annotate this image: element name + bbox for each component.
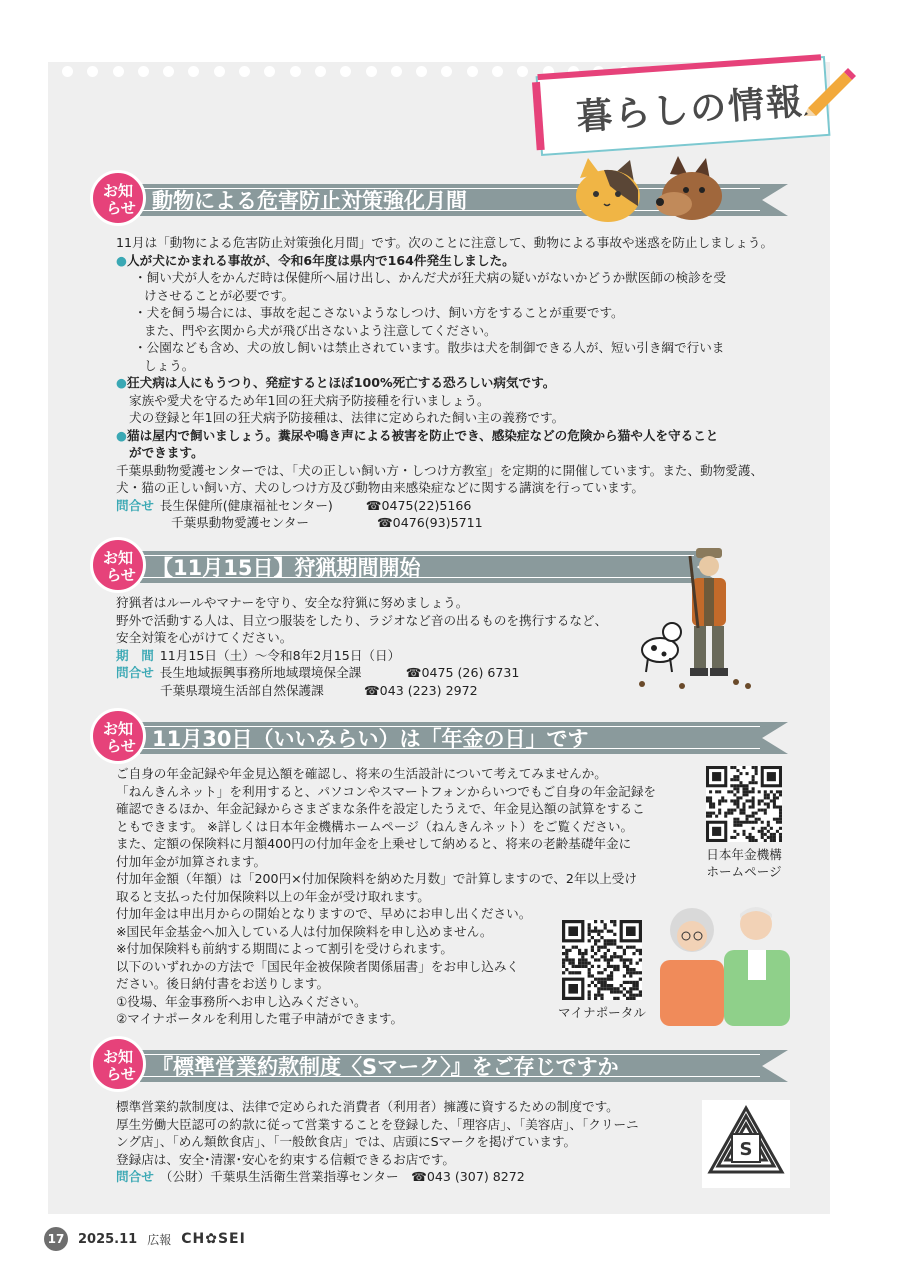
section-title: 『標準営業約款制度〈Sマーク〉』をご存じですか bbox=[152, 1055, 619, 1079]
text-line: 付加年金は申出月からの開始となりますので、早めにお申し出ください。 bbox=[116, 906, 532, 921]
hunter-icon bbox=[690, 548, 728, 676]
period-row bbox=[116, 647, 607, 665]
qr-label-line: 日本年金機構 bbox=[706, 847, 782, 862]
text-line: 安全対策を心がけてください。 bbox=[116, 630, 293, 645]
qr-label-nenkin bbox=[694, 846, 794, 880]
text-line: 登録店は、安全･清潔･安心を約束する信頼できるお店です。 bbox=[116, 1151, 456, 1167]
text-line: ださい。後日納付書をお送りします。 bbox=[116, 976, 330, 991]
badge-line-2: らせ bbox=[106, 1065, 136, 1083]
svg-text:S: S bbox=[739, 1139, 753, 1160]
badge-line-2: らせ bbox=[106, 737, 136, 755]
section-header-pension bbox=[90, 708, 790, 758]
badge-line-1: お知 bbox=[102, 549, 133, 567]
contact-name: 長生地域振興事務所地域環境保全課 bbox=[159, 665, 362, 680]
section-body-animal bbox=[116, 234, 773, 532]
binder-hole bbox=[315, 66, 326, 77]
binder-hole bbox=[264, 66, 275, 77]
bullet-text: 狂犬病は人にもうつり、発症するとほぼ100%死亡する恐ろしい病気です。 bbox=[127, 375, 556, 390]
text-line: 野外で活動する人は、目立つ服装をしたり、ラジオなど音の出るものを携行するなど、 bbox=[116, 612, 608, 628]
contact-name: 長生保健所(健康福祉センター) bbox=[159, 497, 333, 513]
bullet-text: 人が犬にかまれる事故が、令和6年度は県内で164件発生しました。 bbox=[127, 252, 515, 268]
notice-badge bbox=[90, 708, 146, 764]
text-line: 11月は「動物による危害防止対策強化月間」です。次のことに注意して、動物による事故や迷惑を防止しましょう。 bbox=[116, 235, 774, 250]
page-footer bbox=[44, 1226, 246, 1252]
notice-badge bbox=[90, 170, 146, 226]
binder-hole bbox=[239, 66, 250, 77]
contact-tel: ☎0475 (26) 6731 bbox=[405, 665, 520, 680]
text-line: ング店」、「めん類飲食店」、「一般飲食店」では、店頭にSマークを掲げています。 bbox=[116, 1134, 577, 1149]
qr-code-nenkin[interactable] bbox=[706, 766, 782, 842]
text-line: 千葉県動物愛護センターでは、「犬の正しい飼い方・しつけ方教室」を定期的に開催しています。また、動物愛護、 bbox=[116, 462, 764, 478]
binder-hole bbox=[517, 66, 528, 77]
contact-row bbox=[116, 682, 607, 700]
qr-label-mynaportal: マイナポータル bbox=[558, 1005, 646, 1020]
badge-line-2: らせ bbox=[106, 566, 136, 584]
section-title: 動物による危害防止対策強化月間 bbox=[152, 189, 467, 213]
binder-hole bbox=[138, 66, 149, 77]
contact-label: 問合せ bbox=[116, 1169, 154, 1184]
qr-code-mynaportal[interactable] bbox=[562, 920, 642, 1000]
badge-line-1: お知 bbox=[102, 1048, 133, 1066]
dog-icon bbox=[642, 623, 681, 672]
text-line: 家族や愛犬を守るため年1回の狂犬病予防接種を行いましょう。 bbox=[129, 392, 490, 408]
badge-line-1: お知 bbox=[102, 720, 133, 738]
dog-icon bbox=[656, 156, 722, 220]
hunter-illustration bbox=[632, 546, 756, 692]
text-line: 狩猟者はルールやマナーを守り、安全な狩猟に努めましょう。 bbox=[116, 595, 469, 610]
text-line: ・犬を飼う場合には、事故を起こさないようなしつけ、飼い方をすることが重要です。 bbox=[134, 305, 624, 320]
period-label: 期 間 bbox=[116, 647, 154, 663]
bullet-line: ●狂犬病は人にもうつり、発症するとほぼ100%死亡する恐ろしい病気です。 bbox=[116, 375, 556, 390]
text-line: ※付加保険料も前納する期間によって割引を受けられます。 bbox=[116, 941, 453, 956]
cat-dog-illustration bbox=[574, 156, 730, 222]
qr-label-line: ホームページ bbox=[706, 864, 782, 879]
contact-tel: ☎0476(93)5711 bbox=[377, 515, 483, 530]
text-line: ともできます。 ※詳しくは日本年金機構ホームページ（ねんきんネット）をご覧ください。 bbox=[116, 818, 634, 834]
footer-date: 2025.11 bbox=[78, 1231, 138, 1247]
page-title: 暮らしの情報 bbox=[575, 81, 806, 139]
text-line: また、定額の保険料に月額400円の付加年金を上乗せして納めると、将来の老齢基礎年金に bbox=[116, 836, 632, 851]
section-header-smark bbox=[90, 1036, 790, 1086]
contact-name: 千葉県環境生活部自然保護課 bbox=[160, 682, 324, 698]
binder-hole bbox=[290, 66, 301, 77]
text-line: 標準営業約款制度は、法律で定められた消費者（利用者）擁護に資するための制度です。 bbox=[116, 1099, 619, 1114]
bullet-line: ●人が犬にかまれる事故が、令和6年度は県内で164件発生しました。 bbox=[116, 252, 515, 268]
text-line: 確認できるほか、年金記録からさまざまな条件を設定したうえで、年金見込額の試算をするこ bbox=[116, 801, 645, 816]
binder-hole bbox=[214, 66, 225, 77]
text-line: ・飼い犬が人をかんだ時は保健所へ届け出し、かんだ犬が狂犬病の疑いがないかどうか獣医師の検診を受 bbox=[134, 270, 726, 285]
binder-hole bbox=[340, 66, 351, 77]
binder-hole bbox=[87, 66, 98, 77]
binder-hole bbox=[467, 66, 478, 77]
text-line: 付加年金が加算されます。 bbox=[116, 853, 267, 869]
section-title: 11月30日（いいみらい）は「年金の日」です bbox=[152, 727, 589, 751]
text-line: ご自身の年金記録や年金見込額を確認し、将来の生活設計について考えてみませんか。 bbox=[116, 766, 607, 781]
footer-magazine: 広報 bbox=[147, 1232, 172, 1247]
text-line: けさせることが必要です。 bbox=[144, 287, 295, 303]
bullet-line: ●猫は屋内で飼いましょう。糞尿や鳴き声による被害を防止でき、感染症などの危険から猫や人を守ること bbox=[116, 427, 719, 443]
contact-label: 問合せ bbox=[116, 665, 154, 680]
contact-label: 問合せ bbox=[116, 497, 154, 513]
contact-row bbox=[116, 514, 773, 532]
text-line: 犬・猫の正しい飼い方、犬のしつけ方及び動物由来感染症などに関する講演を行っています。 bbox=[116, 480, 644, 495]
contact-value: （公財）千葉県生活衛生営業指導センター ☎043 (307) 8272 bbox=[159, 1169, 525, 1184]
text-line: また、門や玄関から犬が飛び出さないよう注意してください。 bbox=[144, 322, 497, 338]
badge-line-2: らせ bbox=[106, 199, 136, 217]
binder-hole bbox=[113, 66, 124, 77]
footer-logo: CH✿SEI bbox=[181, 1231, 246, 1247]
text-line: ②マイナポータルを利用した電子申請ができます。 bbox=[116, 1011, 404, 1026]
pencil-icon bbox=[800, 64, 856, 116]
section-body-smark bbox=[116, 1098, 639, 1186]
notice-badge bbox=[90, 1036, 146, 1092]
text-line: 付加年金額（年額）は「200円×付加保険料を納めた月数」で計算しますので、2年以上受け bbox=[116, 871, 637, 886]
notice-badge bbox=[90, 537, 146, 593]
binder-hole bbox=[492, 66, 503, 77]
contact-tel: ☎0475(22)5166 bbox=[365, 497, 472, 513]
bullet-text: 猫は屋内で飼いましょう。糞尿や鳴き声による被害を防止でき、感染症などの危険から猫や人を守ること bbox=[127, 427, 719, 443]
binder-hole bbox=[391, 66, 402, 77]
binder-hole bbox=[62, 66, 73, 77]
contact-row bbox=[116, 664, 607, 682]
contact-tel: ☎043 (223) 2972 bbox=[364, 682, 478, 698]
contact-row bbox=[116, 1168, 639, 1186]
text-line: 犬の登録と年1回の狂犬病予防接種は、法律に定められた飼い主の義務です。 bbox=[129, 410, 565, 425]
badge-line-1: お知 bbox=[102, 182, 133, 200]
text-line: 厚生労働大臣認可の約款に従って営業することを登録した、「理容店」、「美容店」、「クリーニ bbox=[116, 1116, 639, 1132]
s-mark-logo bbox=[702, 1100, 790, 1188]
text-line: 以下のいずれかの方法で「国民年金被保険者関係届書」をお申し込みく bbox=[116, 958, 519, 974]
cat-icon bbox=[576, 158, 640, 222]
binder-hole bbox=[163, 66, 174, 77]
contact-name: 千葉県動物愛護センター bbox=[171, 515, 310, 530]
contact-row bbox=[116, 497, 773, 515]
elderly-couple-illustration bbox=[656, 902, 794, 1026]
woman-icon bbox=[660, 908, 724, 1026]
text-line: ができます。 bbox=[129, 445, 204, 460]
text-line: ①役場、年金事務所へお申し込みください。 bbox=[116, 993, 367, 1009]
binder-hole bbox=[441, 66, 452, 77]
text-line: ・公園なども含め、犬の放し飼いは禁止されています。散歩は犬を制御できる人が、短い引き綱で行いま bbox=[134, 340, 725, 355]
period-value: 11月15日（土）～令和8年2月15日（日） bbox=[159, 647, 401, 663]
binder-hole bbox=[188, 66, 199, 77]
text-line: ※国民年金基金へ加入している人は付加保険料を申し込めません。 bbox=[116, 923, 493, 939]
binder-hole bbox=[416, 66, 427, 77]
section-title: 【11月15日】狩猟期間開始 bbox=[152, 556, 421, 580]
text-line: しょう。 bbox=[144, 357, 195, 373]
binder-hole bbox=[366, 66, 377, 77]
page-number: 17 bbox=[44, 1227, 68, 1251]
text-line: 取ると支払った付加保険料以上の年金が受け取れます。 bbox=[116, 888, 430, 904]
section-body-hunting bbox=[116, 594, 607, 699]
text-line: 「ねんきんネット」を利用すると、パソコンやスマートフォンからいつでもご自身の年金記録を bbox=[116, 783, 657, 799]
man-icon bbox=[724, 907, 790, 1026]
leaves-icon bbox=[639, 679, 751, 689]
